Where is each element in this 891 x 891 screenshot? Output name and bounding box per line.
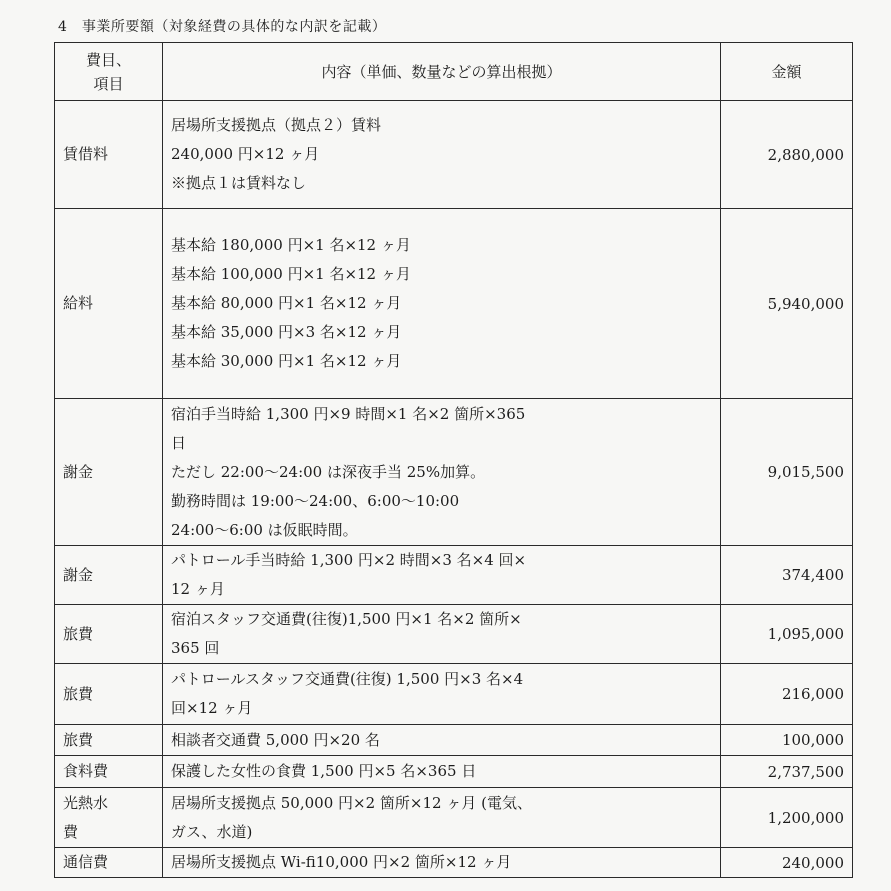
detail-line: 宿泊スタッフ交通費(往復)1,500 円×1 名×2 箇所× <box>171 610 522 628</box>
detail-line: 居場所支援拠点 50,000 円×2 箇所×12 ヶ月 (電気、 <box>171 793 532 812</box>
detail-line: 基本給 30,000 円×1 名×12 ヶ月 <box>171 352 402 370</box>
cell-detail <box>163 725 721 756</box>
detail-line: 基本給 100,000 円×1 名×12 ヶ月 <box>171 265 411 283</box>
cell-detail <box>163 209 721 399</box>
detail-line: 相談者交通費 5,000 円×20 名 <box>171 730 380 749</box>
detail-line: 回×12 ヶ月 <box>171 699 253 717</box>
detail-line: 宿泊手当時給 1,300 円×9 時間×1 名×2 箇所×365 <box>171 404 526 423</box>
detail-line: 基本給 35,000 円×3 名×12 ヶ月 <box>171 323 402 341</box>
cell-amount: 100,000 <box>721 725 853 756</box>
detail-line: 240,000 円×12 ヶ月 <box>171 145 320 163</box>
table-row <box>55 546 853 605</box>
cell-category <box>55 101 163 209</box>
cell-category <box>55 209 163 399</box>
detail-line: ※拠点１は賃料なし <box>171 174 307 192</box>
cell-amount: 240,000 <box>721 848 853 878</box>
detail-line: 勤務時間は 19:00～24:00、6:00～10:00 <box>171 491 460 510</box>
category-line: 旅費 <box>63 624 94 643</box>
detail-line: 24:00～6:00 は仮眠時間。 <box>171 520 358 539</box>
category-line: 食料費 <box>63 762 109 780</box>
detail-line: ガス、水道) <box>171 822 253 841</box>
cell-category <box>55 399 163 546</box>
cell-category <box>55 848 163 878</box>
detail-line: ただし 22:00～24:00 は深夜手当 25%加算。 <box>171 462 486 481</box>
header-category <box>55 43 163 101</box>
cell-amount: 2,737,500 <box>721 756 853 788</box>
category-line: 謝金 <box>63 565 94 584</box>
cell-amount: 1,200,000 <box>721 788 853 848</box>
cell-amount: 2,880,000 <box>721 101 853 209</box>
cell-amount: 5,940,000 <box>721 209 853 399</box>
table-header-row <box>55 43 853 101</box>
table-row <box>55 664 853 725</box>
cell-category <box>55 546 163 605</box>
table-row <box>55 725 853 756</box>
detail-line: パトロール手当時給 1,300 円×2 時間×3 名×4 回× <box>171 551 527 569</box>
category-line: 賃借料 <box>63 145 109 163</box>
detail-line: 基本給 80,000 円×1 名×12 ヶ月 <box>171 294 402 312</box>
header-detail: 内容（単価、数量などの算出根拠） <box>163 43 721 101</box>
category-line: 旅費 <box>63 684 94 703</box>
cell-amount: 216,000 <box>721 664 853 725</box>
table-row <box>55 756 853 788</box>
category-line: 謝金 <box>63 462 94 481</box>
cell-category <box>55 725 163 756</box>
category-line: 旅費 <box>63 730 94 749</box>
cell-detail <box>163 101 721 209</box>
cell-amount: 9,015,500 <box>721 399 853 546</box>
category-line: 費 <box>63 822 79 841</box>
header-category-line: 費目、 <box>85 50 131 69</box>
cell-detail <box>163 848 721 878</box>
cell-detail <box>163 788 721 848</box>
expense-table <box>54 42 853 878</box>
cell-detail <box>163 605 721 664</box>
cell-detail <box>163 664 721 725</box>
table-row <box>55 788 853 848</box>
table-row <box>55 101 853 209</box>
cell-category <box>55 664 163 725</box>
header-amount: 金額 <box>721 43 853 101</box>
table-row <box>55 848 853 878</box>
cell-detail <box>163 399 721 546</box>
cell-detail <box>163 546 721 605</box>
detail-line: 365 回 <box>171 639 220 657</box>
detail-line: 保護した女性の食費 1,500 円×5 名×365 日 <box>171 762 477 780</box>
cell-category <box>55 788 163 848</box>
table-body <box>55 101 853 878</box>
table-row <box>55 605 853 664</box>
detail-line: 居場所支援拠点 Wi-fi10,000 円×2 箇所×12 ヶ月 <box>171 853 512 871</box>
header-category-line: 項目 <box>93 74 124 93</box>
table-row <box>55 399 853 546</box>
cell-detail <box>163 756 721 788</box>
category-line: 通信費 <box>63 853 109 871</box>
detail-line: パトロールスタッフ交通費(往復) 1,500 円×3 名×4 <box>171 670 524 688</box>
detail-line: 12 ヶ月 <box>171 580 225 598</box>
detail-line: 日 <box>171 433 187 452</box>
cell-amount: 1,095,000 <box>721 605 853 664</box>
cell-category <box>55 605 163 664</box>
category-line: 光熱水 <box>63 793 109 812</box>
category-line: 給料 <box>63 294 94 312</box>
detail-line: 居場所支援拠点（拠点２）賃料 <box>171 116 382 134</box>
section-title: 4 事業所要額（対象経費の具体的な内訳を記載） <box>58 19 387 35</box>
cell-category <box>55 756 163 788</box>
table-row <box>55 209 853 399</box>
detail-line: 基本給 180,000 円×1 名×12 ヶ月 <box>171 236 411 254</box>
cell-amount: 374,400 <box>721 546 853 605</box>
